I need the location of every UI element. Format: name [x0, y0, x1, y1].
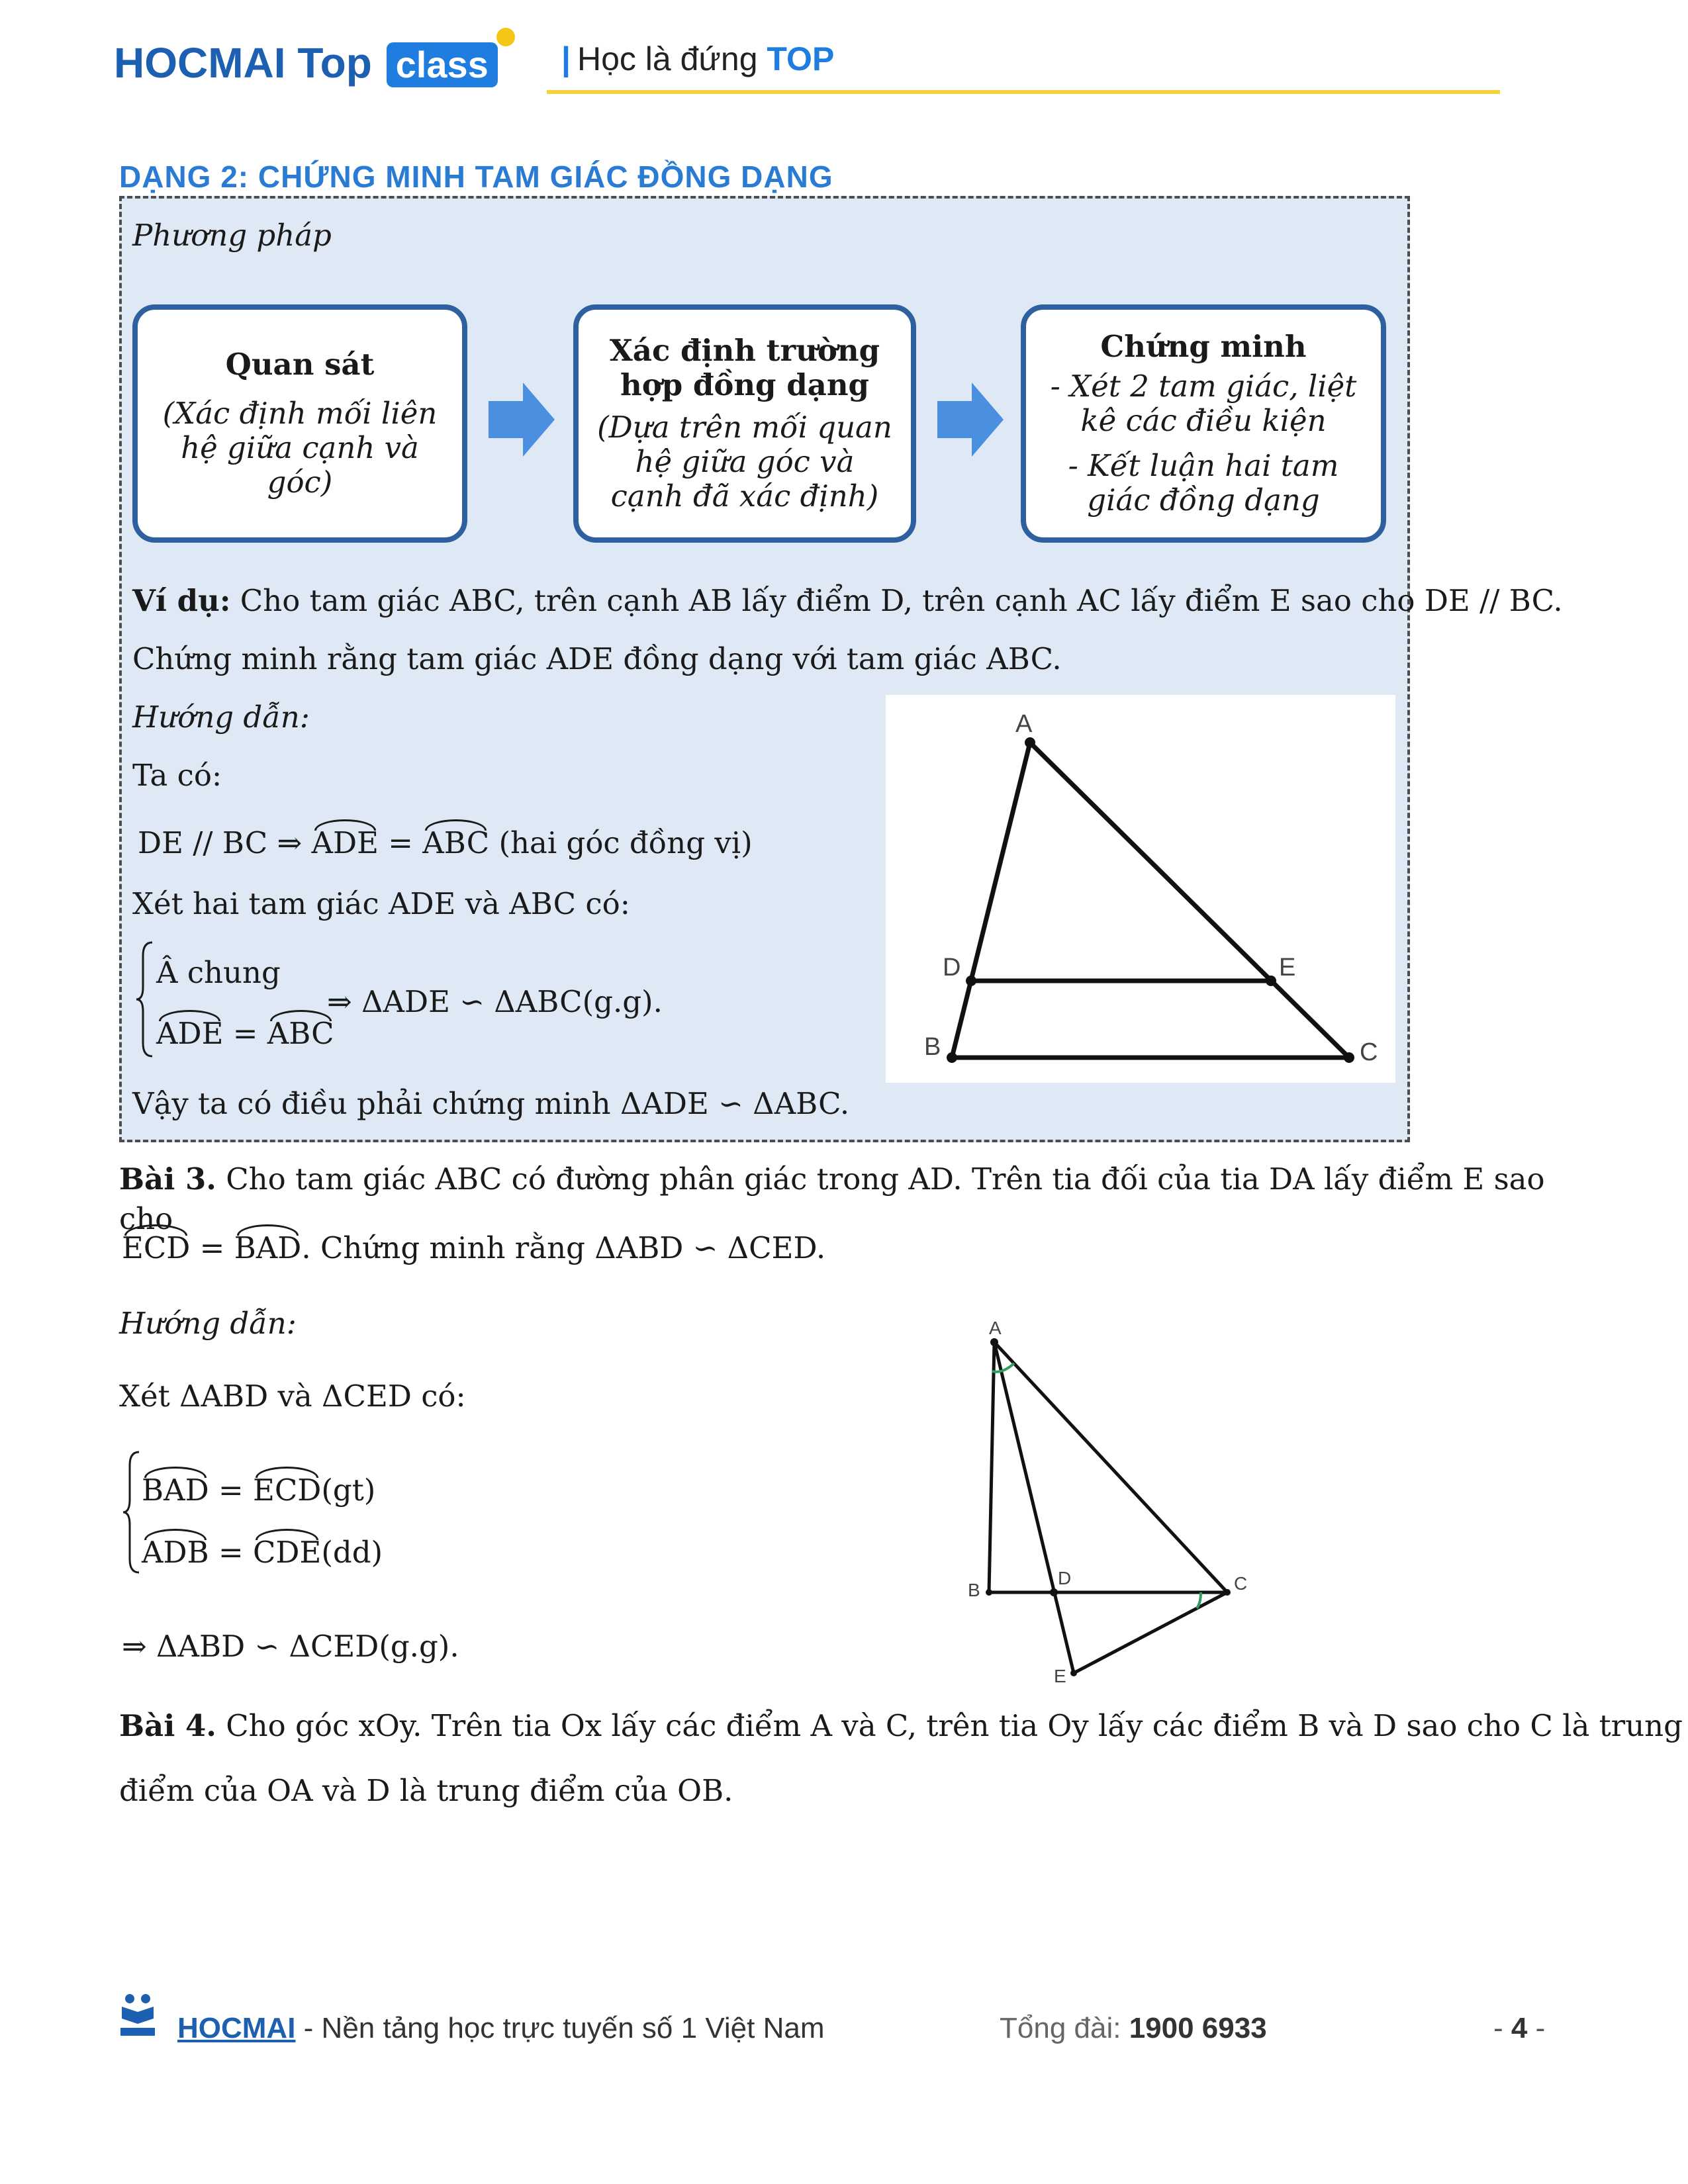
parallel-lhs: DE // BC ⇒: [138, 825, 303, 860]
bai3-system-row2: [142, 1533, 383, 1572]
step-observe-desc: (Xác định mối liên hệ giữa cạnh và góc): [162, 396, 438, 500]
example-label: Ví dụ:: [132, 583, 231, 618]
equals-sign: =: [218, 1535, 244, 1570]
side-ab: [989, 1342, 994, 1592]
hotline-number: 1900 6933: [1129, 2012, 1267, 2044]
slogan: [561, 40, 834, 78]
angle-ade: ADE: [156, 1014, 223, 1054]
logo-badge: [387, 42, 498, 87]
label-d: D: [1058, 1568, 1072, 1588]
point-b: [947, 1052, 957, 1063]
slogan-bold: TOP: [767, 40, 835, 77]
label-a: A: [1015, 710, 1033, 738]
side-ac: [994, 1342, 1227, 1592]
slogan-divider: |: [561, 40, 571, 77]
hocmai-logo: [114, 38, 498, 87]
bai3-consider: Xét ΔABD và ΔCED có:: [119, 1379, 466, 1414]
footer-hotline: [1000, 2012, 1267, 2045]
point-a: [1025, 737, 1035, 748]
bisector-figure: [896, 1314, 1267, 1685]
logo-text: HOCMAI Top: [114, 39, 372, 87]
bai3-conclusion: ⇒ ΔABD ∽ ΔCED(g.g).: [122, 1629, 459, 1664]
point-c: [1344, 1052, 1354, 1063]
row2-note: (dd): [321, 1535, 383, 1570]
angle-bad: BAD: [234, 1228, 302, 1268]
example-conclusion: ⇒ ΔADE ∽ ΔABC(g.g).: [327, 984, 663, 1019]
point-d: [966, 976, 976, 986]
bai3-system-row1: [142, 1471, 375, 1510]
step-prove: [1021, 304, 1386, 543]
system-brace: [122, 1449, 142, 1575]
step-prove-desc1: - Xét 2 tam giác, liệt kê các điều kiện: [1050, 369, 1357, 438]
method-label: Phương pháp: [132, 218, 332, 253]
bai3-line2: [122, 1228, 825, 1268]
system-brace: [135, 940, 155, 1059]
point-e: [1266, 976, 1276, 986]
label-a: A: [989, 1318, 1002, 1338]
label-e: E: [1054, 1666, 1066, 1685]
bai4-text: Cho góc xOy. Trên tia Ox lấy các điểm A và C, trên tia Oy lấy các điểm B và D sao cho C là trung: [226, 1708, 1683, 1743]
bai3-text: Cho tam giác ABC có đường phân giác trong AD. Trên tia đối của tia DA lấy điểm E sao cho: [119, 1161, 1545, 1236]
logo-badge-text: class: [395, 44, 489, 85]
equals-sign: =: [199, 1230, 225, 1265]
section-title: DẠNG 2: CHỨNG MINH TAM GIÁC ĐỒNG DẠNG: [119, 159, 833, 194]
label-d: D: [943, 954, 961, 981]
label-b: B: [924, 1033, 941, 1061]
slogan-prefix: Học là đứng: [577, 40, 758, 77]
step-observe: [132, 304, 467, 543]
bai4-line1: [119, 1706, 1683, 1746]
step-observe-title: Quan sát: [225, 347, 375, 382]
step-determine-case: [573, 304, 916, 543]
footer-tagline: [177, 2012, 824, 2045]
segment-ce: [1074, 1592, 1227, 1673]
arrow-right-icon: [489, 383, 555, 457]
angle-ade: ADE: [312, 823, 379, 863]
step-prove-title: Chứng minh: [1100, 329, 1307, 364]
example-line1: [132, 581, 1563, 621]
page-number: - 4 -: [1493, 2012, 1546, 2044]
footer-brand-link[interactable]: HOCMAI: [177, 2012, 296, 2044]
point-a: [990, 1338, 998, 1346]
line-ae: [994, 1342, 1074, 1673]
system-row2: [156, 1014, 334, 1054]
bai3-line1: [119, 1160, 1562, 1239]
bai3-line2-rest: . Chứng minh rằng ΔABD ∽ ΔCED.: [301, 1230, 826, 1265]
example-ta-co: Ta có:: [132, 758, 222, 793]
step-prove-desc2: - Kết luận hai tam giác đồng dạng: [1068, 448, 1339, 518]
angle-mark-a: [992, 1363, 1014, 1372]
equals-sign: =: [232, 1016, 258, 1051]
parallel-note: (hai góc đồng vị): [498, 825, 753, 860]
step-determine-title: Xác định trường hợp đồng dạng: [609, 333, 880, 402]
equals-sign: =: [218, 1473, 244, 1508]
label-c: C: [1234, 1573, 1248, 1594]
hotline-label: Tổng đài:: [1000, 2012, 1121, 2044]
row1-note: (gt): [321, 1473, 376, 1508]
bai4-line2: điểm của OA và D là trung điểm của OB.: [119, 1773, 733, 1808]
example-consider: Xét hai tam giác ADE và ABC có:: [132, 886, 630, 921]
page-number-value: 4: [1511, 2012, 1528, 2044]
example-parallel-line: [138, 823, 753, 863]
example-line2: Chứng minh rằng tam giác ADE đồng dạng với tam giác ABC.: [132, 641, 1062, 676]
footer-tagline-text: - Nền tảng học trực tuyến số 1 Việt Nam: [303, 2012, 825, 2044]
example-text-1: Cho tam giác ABC, trên cạnh AB lấy điểm D, trên cạnh AC lấy điểm E sao cho DE // BC.: [240, 583, 1563, 618]
hocmai-footer-logo-icon: [118, 1992, 158, 2038]
equals-sign: =: [388, 825, 413, 860]
label-c: C: [1360, 1038, 1378, 1066]
point-e: [1070, 1670, 1077, 1676]
header-divider: [547, 90, 1500, 94]
sun-icon: [496, 28, 515, 46]
angle-ecd: ECD: [122, 1228, 190, 1268]
example-final: Vậy ta có điều phải chứng minh ΔADE ∽ ΔABC.: [132, 1086, 850, 1121]
angle-abc: ABC: [422, 823, 489, 863]
arrow-right-icon: [937, 383, 1004, 457]
angle-cde: CDE: [253, 1533, 321, 1572]
angle-adb: ADB: [142, 1533, 209, 1572]
step-determine-desc: (Dựa trên mối quan hệ giữa góc và cạnh đã xác định): [597, 410, 892, 514]
angle-abc: ABC: [267, 1014, 334, 1054]
label-e: E: [1279, 954, 1296, 981]
point-b: [986, 1589, 992, 1596]
angle-bad: BAD: [142, 1471, 209, 1510]
bai3-label: Bài 3.: [119, 1161, 216, 1197]
triangle-abc-figure: [886, 695, 1395, 1083]
bai3-guide-label: Hướng dẫn:: [119, 1306, 297, 1341]
angle-a: Â: [156, 955, 178, 990]
angle-ecd: ECD: [253, 1471, 321, 1510]
bai4-label: Bài 4.: [119, 1708, 216, 1743]
label-b: B: [968, 1580, 980, 1600]
common-word: chung: [187, 955, 281, 990]
point-c: [1224, 1589, 1231, 1596]
point-d: [1050, 1588, 1058, 1596]
example-guide-label: Hướng dẫn:: [132, 700, 310, 735]
system-row1: [156, 953, 281, 993]
